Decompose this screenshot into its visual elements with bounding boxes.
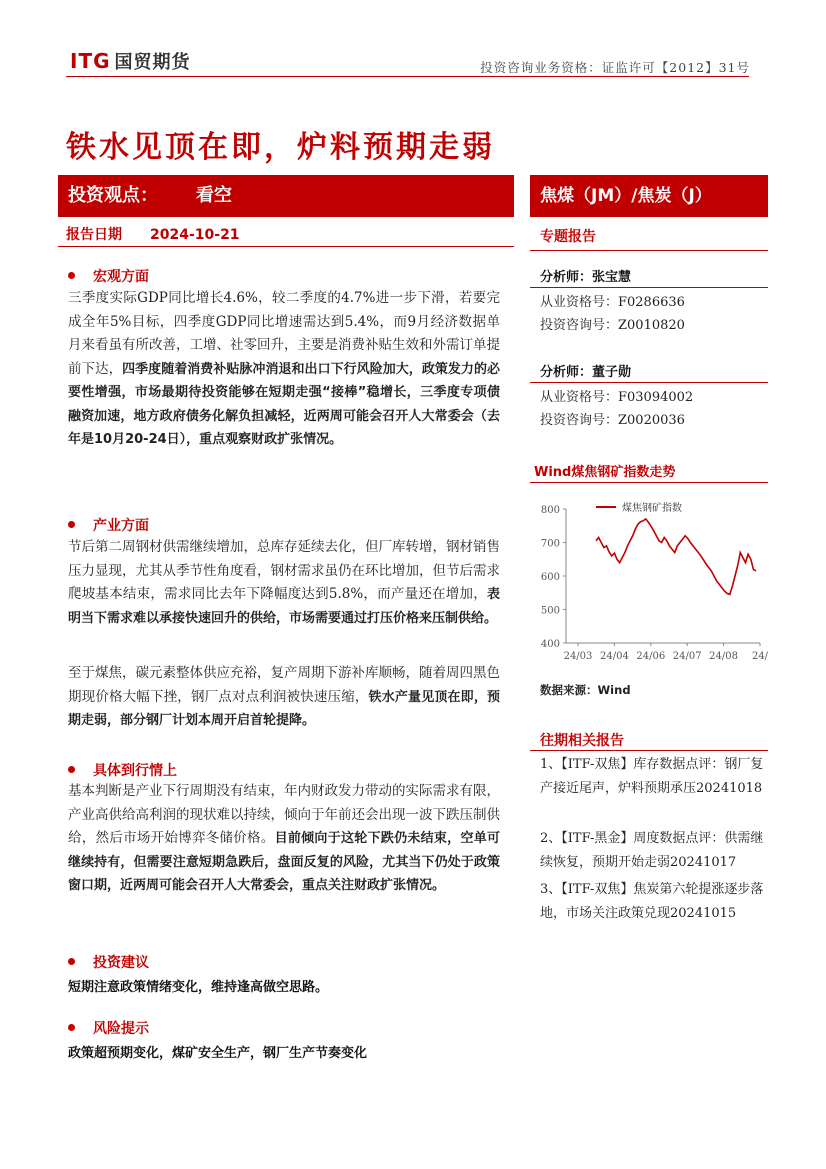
analyst-license: 从业资格号：F0286636 — [540, 295, 685, 310]
section-heading-macro: 宏观方面 — [68, 266, 149, 286]
analyst-divider — [530, 287, 768, 288]
view-label: 投资观点： — [68, 185, 158, 206]
y-tick-label: 400 — [540, 639, 560, 650]
header-divider — [66, 76, 749, 77]
market-paragraph: 基本判断是产业下行周期没有结束，年内财政发力带动的实际需求有限，产业高供给高利润的现状难以持续，倾向于年前还会出现一波下跌压制供给，然后市场开始博弈冬储价格。目前倾向于这轮下跌仍未结束，空单可继续持有，但需要注意短期急跌后，盘面反复的风险，尤其当下仍处于政策窗口期，近两周可能会召开人大常委会，重点关注财政扩张情况。 — [68, 783, 500, 893]
x-tick-label: 24/ — [751, 651, 768, 662]
analyst-name: 分析师：张宝慧 — [540, 270, 632, 285]
industry-paragraph-coke: 至于煤焦，碳元素整体供应充裕，复产周期下游补库顺畅，随着周四黑色期现价格大幅下挫，钢厂点对点利润被快速压缩，铁水产量见顶在即，预期走弱，部分钢厂计划本周开启首轮提降。 — [68, 665, 500, 728]
analyst-divider — [530, 382, 768, 383]
investment-view-bar — [58, 175, 514, 217]
view-value: 看空 — [196, 185, 232, 206]
right-divider — [530, 250, 768, 251]
product-bar: 焦煤（JM）/焦炭（J） — [530, 175, 768, 217]
bullet-icon — [68, 521, 75, 528]
legend-label: 煤焦钢矿指数 — [622, 503, 682, 514]
y-tick-label: 800 — [540, 505, 560, 516]
section-heading-advice: 投资建议 — [68, 952, 149, 972]
chart-source: 数据来源：Wind — [540, 683, 631, 697]
macro-paragraph: 三季度实际GDP同比增长4.6%，较二季度的4.7%进一步下滑，若要完成全年5%目标，四季度GDP同比增速需达到5.4%，而9月经济数据单月来看虽有所改善，工增、社零回升，主要是消费补贴生效和外需订单提前下达，四季度随着消费补贴脉冲消退和出口下行风险加大，政策发力的必要性增强，市场最期待投资能够在短期走强“接棒”稳增长，三季度专项债融资加速，地方政府债务化解负担减轻，近两周可能会召开人大常委会（去年是10月20-24日），重点观察财政扩张情况。 — [68, 290, 500, 447]
x-tick-label: 24/04 — [599, 651, 629, 662]
y-tick-label: 600 — [540, 572, 560, 583]
industry-paragraph-steel: 节后第二周钢材供需继续增加，总库存延续去化，但厂库转增，钢材销售压力显现，尤其从季节性角度看，钢材需求虽仍在环比增加，但节后需求爬坡基本结束，需求同比去年下降幅度达到5.8%，而产量还在增加，表明当下需求难以承接快速回升的供给，市场需要通过打压价格来压制供给。 — [68, 539, 500, 626]
index-chart-svg — [530, 491, 768, 667]
report-type: 专题报告 — [540, 229, 596, 245]
x-tick-label: 24/08 — [709, 651, 739, 662]
report-date-value: 2024-10-21 — [150, 227, 240, 243]
related-report-item[interactable]: 1、【ITF-双焦】库存数据点评：钢厂复产接近尾声，炉料预期承压20241018 — [540, 757, 764, 796]
license-text: 投资咨询业务资格：证监许可【2012】31号 — [480, 60, 750, 75]
related-divider — [530, 750, 768, 751]
section-heading-risk: 风险提示 — [68, 1018, 149, 1038]
x-tick-label: 24/06 — [636, 651, 666, 662]
related-report-item[interactable]: 2、【ITF-黑金】周度数据点评：供需继续恢复，预期开始走弱20241017 — [540, 831, 764, 870]
logo-itg: ITG — [70, 49, 111, 73]
y-tick-label: 500 — [540, 605, 560, 617]
x-tick-label: 24/07 — [672, 651, 702, 662]
date-divider — [58, 246, 514, 247]
y-tick-label: 700 — [540, 538, 560, 550]
x-tick-label: 24/03 — [563, 651, 593, 662]
analyst-license: 投资咨询号：Z0020036 — [540, 413, 685, 428]
bullet-icon — [68, 1024, 75, 1031]
analyst-license: 从业资格号：F03094002 — [540, 390, 694, 405]
analyst-license: 投资咨询号：Z0010820 — [540, 318, 685, 333]
report-date — [66, 224, 240, 244]
bullet-icon — [68, 766, 75, 773]
report-title: 铁水见顶在即，炉料预期走弱 — [66, 130, 495, 165]
company-logo — [70, 48, 191, 74]
logo-company-name: 国贸期货 — [114, 52, 191, 73]
section-heading-industry: 产业方面 — [68, 515, 149, 535]
section-heading-market: 具体到行情上 — [68, 760, 177, 780]
chart-divider — [530, 482, 768, 483]
report-date-label: 报告日期 — [66, 227, 122, 243]
index-chart — [530, 491, 768, 667]
analyst-name: 分析师：董子勋 — [540, 365, 632, 380]
bullet-icon — [68, 958, 75, 965]
bullet-icon — [68, 272, 75, 279]
advice-text: 短期注意政策情绪变化，维持逢高做空思路。 — [68, 980, 329, 995]
related-report-item[interactable]: 3、【ITF-双焦】焦炭第六轮提涨逐步落地，市场关注政策兑现20241015 — [540, 882, 764, 921]
related-heading: 往期相关报告 — [540, 733, 624, 749]
risk-text: 政策超预期变化，煤矿安全生产，钢厂生产节奏变化 — [68, 1046, 368, 1061]
series-line — [596, 519, 756, 594]
chart-title: Wind煤焦钢矿指数走势 — [534, 465, 676, 480]
